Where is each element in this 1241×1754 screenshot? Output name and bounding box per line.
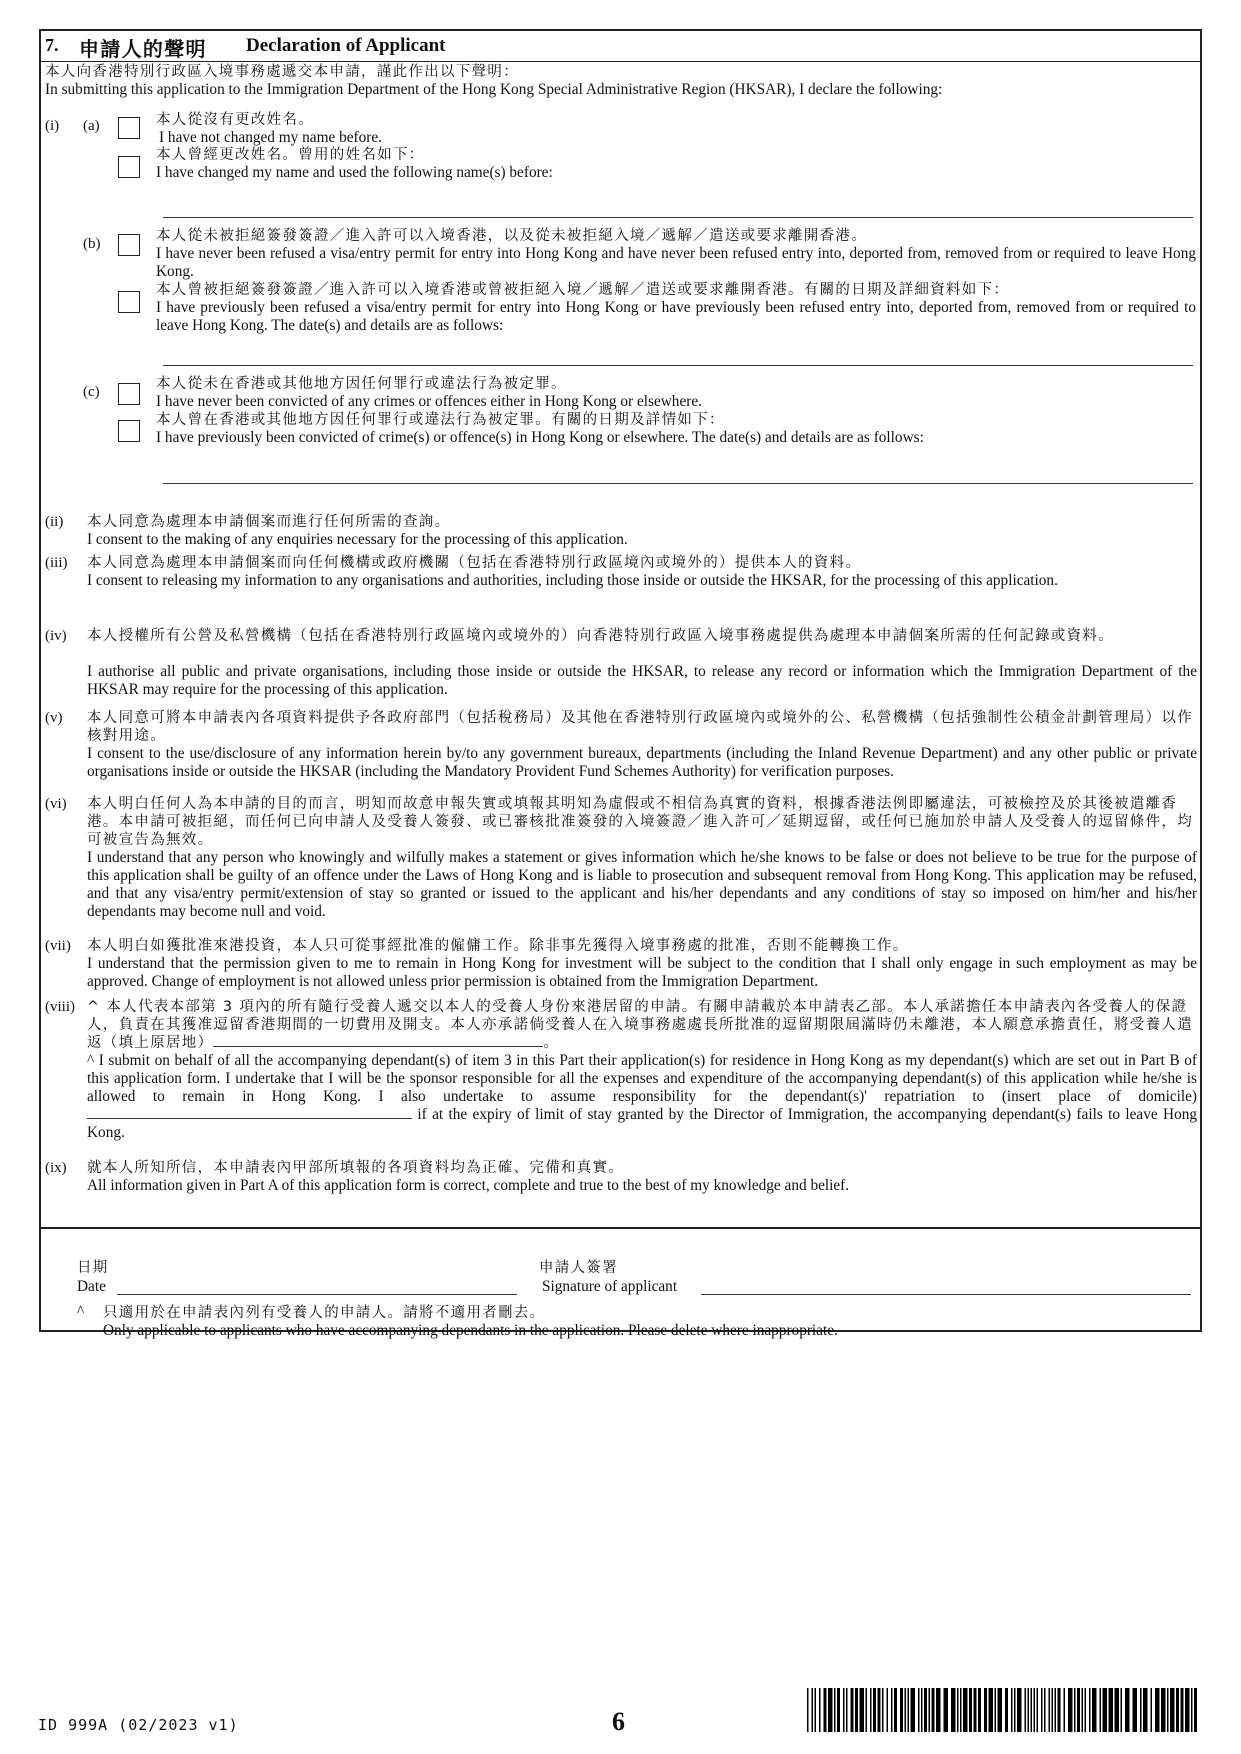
barcode-bar — [1121, 1688, 1123, 1732]
barcode-bar — [894, 1688, 897, 1732]
intro-zh: 本人向香港特別行政區入境事務處遞交本申請，謹此作出以下聲明： — [45, 64, 519, 80]
barcode-bar — [1170, 1688, 1175, 1732]
barcode-bar — [1034, 1688, 1036, 1732]
signature-label-en: Signature of applicant — [542, 1278, 678, 1295]
item-ix-zh: 就本人所知所信，本申請表內甲部所填報的各項資料均為正確、完備和真實。 — [87, 1160, 625, 1176]
date-field[interactable] — [117, 1294, 517, 1295]
barcode-bar — [1181, 1688, 1184, 1732]
barcode-bar — [929, 1688, 931, 1732]
barcode-bar — [957, 1688, 959, 1732]
domicile-field-zh[interactable] — [213, 1034, 543, 1047]
barcode-bar — [882, 1688, 884, 1732]
barcode-bar — [998, 1688, 1003, 1732]
barcode-bar — [1049, 1688, 1051, 1732]
date-label-zh: 日期 — [77, 1260, 109, 1276]
barcode-bar — [851, 1688, 854, 1732]
barcode-bar — [843, 1688, 845, 1732]
barcode-bar — [918, 1688, 920, 1732]
item-viii-label: (viii) — [45, 999, 75, 1015]
never-refused-checkbox[interactable] — [118, 234, 140, 256]
barcode-bar — [908, 1688, 910, 1732]
barcode-bar — [1014, 1688, 1016, 1732]
barcode-bar — [891, 1688, 893, 1732]
barcode-bar — [1074, 1688, 1076, 1732]
barcode-bar — [944, 1688, 949, 1732]
barcode-bar — [824, 1688, 827, 1732]
conviction-details-field[interactable] — [163, 483, 1193, 484]
previously-refused-zh: 本人曾被拒絕簽發簽證／進入許可以入境香港或曾被拒絕入境／遞解／遣送或要求離開香港。有關的日期及詳細資料如下： — [156, 282, 1010, 298]
barcode-bar — [812, 1688, 814, 1732]
page-number: 6 — [612, 1707, 625, 1736]
item-iii-label: (iii) — [45, 555, 68, 571]
item-i-a-label: (a) — [83, 118, 100, 134]
item-vii-zh: 本人明白如獲批准來港投資，本人只可從事經批准的僱傭工作。除非事先獲得入境事務處的批准，否則不能轉換工作。 — [87, 938, 909, 954]
barcode-bar — [974, 1688, 977, 1732]
barcode-bar — [921, 1688, 923, 1732]
signature-label-zh: 申請人簽署 — [539, 1260, 618, 1276]
barcode-bar — [1185, 1688, 1190, 1732]
barcode-bar — [834, 1688, 836, 1732]
barcode-bar — [932, 1688, 935, 1732]
barcode-bar — [1167, 1688, 1169, 1732]
barcode-bar — [924, 1688, 927, 1732]
barcode-bar — [870, 1688, 872, 1732]
item-viii-en: ^ I submit on behalf of all the accompanying dependant(s) of item 3 in this Part their application(s) for residence in Hong Kong as my dependant(s) which are set out in Part B of this application form. I undertake that I will be the sponsor responsible for all the expenses and expenditure of the accompanying dependant(s) of this application while he/she is allowed to remain in Hong Kong. I also undertake to assume responsibility for the dependant(s)' repatriation to (insert place of domicile) if at the expiry of limit of stay granted by the Director of Immigration, the accompanying dependant(s) fails to leave Hong Kong. — [87, 1052, 1198, 1141]
barcode-bar — [1085, 1688, 1087, 1732]
item-vii-en: I understand that the permission given to me to remain in Hong Kong for investment will be subject to the condition that I shall only engage in such employment as may be approved. Change of employment is not allowed unless prior permission is obtained from the Immigration Department. — [87, 955, 1197, 990]
barcode-bar — [963, 1688, 968, 1732]
note-en: Only applicable to applicants who have accompanying dependants in the application. Please delete where inappropriate. — [103, 1322, 838, 1339]
intro-en: In submitting this application to the Immigration Department of the Hong Kong Special Administrative Region (HKSAR), I declare the following: — [45, 81, 943, 98]
never-convicted-zh: 本人從未在香港或其他地方因任何罪行或違法行為被定罪。 — [156, 376, 567, 392]
previously-convicted-zh: 本人曾在香港或其他地方因任何罪行或違法行為被定罪。有關的日期及詳情如下： — [156, 412, 725, 428]
item-iv-label: (iv) — [45, 628, 67, 644]
barcode-bar — [978, 1688, 981, 1732]
refusal-details-field[interactable] — [163, 365, 1193, 366]
item-ix-en: All information given in Part A of this application form is correct, complete and true to the best of my knowledge and belief. — [87, 1177, 850, 1194]
item-i-c-label: (c) — [83, 384, 100, 400]
barcode-bar — [873, 1688, 876, 1732]
barcode-bar — [900, 1688, 903, 1732]
item-i-label: (i) — [45, 118, 60, 134]
barcode-bar — [860, 1688, 865, 1732]
signature-divider — [41, 1227, 1200, 1229]
barcode-bar — [1055, 1688, 1057, 1732]
barcode-bar — [1194, 1688, 1197, 1732]
barcode-bar — [1100, 1688, 1102, 1732]
barcode-bar — [1082, 1688, 1084, 1732]
barcode-bar — [1017, 1688, 1022, 1732]
barcode-bar — [819, 1688, 821, 1732]
barcode-bar — [815, 1688, 817, 1732]
item-viii-zh: ^ 本人代表本部第 3 項內的所有隨行受養人遞交以本人的受養人身份來港居留的申請。有關申請載於本申請表乙部。本人承諾擔任本申請表內各受養人的保證人，負責在其獲准逗留香港期間的一切費用及開支。本人亦承諾倘受養人在入境事務處處長所批准的逗留期限屆滿時仍未離港，本人願意承擔責任，將受養人遣返（填上原居地） 。 — [87, 999, 1193, 1051]
name-changed-checkbox[interactable] — [118, 156, 140, 178]
barcode-bar — [1133, 1688, 1138, 1732]
section-header — [41, 31, 1200, 62]
barcode-bar — [911, 1688, 916, 1732]
item-v-zh: 本人同意可將本申請表內各項資料提供予各政府部門（包括稅務局）及其他在香港特別行政區境內或境外的公、私營機構（包括強制性公積金計劃管理局）以作核對用途。 — [87, 710, 1193, 744]
barcode-bar — [866, 1688, 868, 1732]
never-convicted-checkbox[interactable] — [118, 383, 140, 405]
barcode-bar — [936, 1688, 941, 1732]
item-ii-en: I consent to the making of any enquiries necessary for the processing of this application. — [87, 531, 628, 548]
name-changed-zh: 本人曾經更改姓名。曾用的姓名如下： — [156, 147, 425, 163]
barcode-bar — [969, 1688, 972, 1732]
barcode-bar — [1052, 1688, 1054, 1732]
barcode-bar — [1028, 1688, 1030, 1732]
item-ii-label: (ii) — [45, 514, 64, 530]
barcode-bar — [1064, 1688, 1066, 1732]
barcode — [807, 1688, 1199, 1732]
barcode-bar — [855, 1688, 858, 1732]
item-vi-zh: 本人明白任何人為本申請的目的而言，明知而故意申報失實或填報其明知為虛假或不相信為真實的資料，根據香港法例即屬違法，可被檢控及於其後被遣離香港。本申請可被拒絕，而任何已向申請人及受養人簽發、或已審核批准簽發的入境簽證／進入許可／延期逗留，或任何已施加於申請人及受養人的逗留條件，均可被宣告為無效。 — [87, 796, 1193, 848]
note-zh: 只適用於在申請表內列有受養人的申請人。請將不適用者刪去。 — [103, 1305, 546, 1321]
section-title-zh: 申請人的聲明 — [79, 37, 207, 61]
item-ii-zh: 本人同意為處理本申請個案而進行任何所需的查詢。 — [87, 514, 451, 530]
barcode-bar — [984, 1688, 987, 1732]
barcode-bar — [1005, 1688, 1008, 1732]
never-refused-en: I have never been refused a visa/entry permit for entry into Hong Kong and have never been refused entry into, deported from, removed from or required to leave Hong Kong. — [156, 245, 1196, 280]
previously-refused-checkbox[interactable] — [118, 291, 140, 313]
item-vi-label: (vi) — [45, 796, 67, 812]
item-iii-en: I consent to releasing my information to any organisations and authorities, including those inside or outside the HKSAR, for the processing of this application. — [87, 572, 1058, 589]
barcode-bar — [828, 1688, 833, 1732]
barcode-bar — [878, 1688, 881, 1732]
barcode-bar — [1092, 1688, 1097, 1732]
barcode-bar — [807, 1688, 809, 1732]
barcode-bar — [905, 1688, 907, 1732]
previously-convicted-en: I have previously been convicted of crime(s) or offence(s) in Hong Kong or elsewhere. The date(s) and details are as follows: — [156, 429, 924, 446]
domicile-field-en[interactable] — [87, 1106, 412, 1119]
barcode-bar — [1011, 1688, 1013, 1732]
barcode-bar — [960, 1688, 962, 1732]
barcode-bar — [1044, 1688, 1046, 1732]
form-code: ID 999A (02/2023 v1) — [38, 1716, 239, 1734]
barcode-bar — [1115, 1688, 1120, 1732]
barcode-bar — [1068, 1688, 1073, 1732]
item-i-b-label: (b) — [83, 236, 101, 252]
item-iv-zh: 本人授權所有公營及私營機構（包括在香港特別行政區境內或境外的）向香港特別行政區入境事務處提供為處理本申請個案所需的任何記錄或資料。 — [87, 628, 1114, 644]
barcode-bar — [1161, 1688, 1166, 1732]
barcode-bar — [1041, 1688, 1043, 1732]
name-unchanged-zh: 本人從沒有更改姓名。 — [156, 112, 314, 128]
item-iv-en: I authorise all public and private organisations, including those inside or outside the HKSAR, to release any record or information which the Immigration Department of the HKSAR may require for the processing of this application. — [87, 663, 1197, 698]
name-unchanged-en: I have not changed my name before. — [159, 129, 382, 146]
barcode-bar — [1109, 1688, 1114, 1732]
barcode-bar — [1103, 1688, 1108, 1732]
barcode-bar — [1155, 1688, 1160, 1732]
signature-field[interactable] — [701, 1294, 1191, 1295]
item-v-label: (v) — [45, 710, 63, 726]
barcode-bar — [1025, 1688, 1027, 1732]
previously-refused-en: I have previously been refused a visa/entry permit for entry into Hong Kong or have previously been refused entry into, deported from, removed from or required to leave Hong Kong. The date(s) and details are as follows: — [156, 299, 1196, 334]
item-iii-zh: 本人同意為處理本申請個案而向任何機構或政府機關（包括在香港特別行政區境內或境外的）提供本人的資料。 — [87, 555, 862, 571]
declaration-section — [39, 29, 1202, 1339]
barcode-bar — [989, 1688, 994, 1732]
barcode-bar — [995, 1688, 997, 1732]
barcode-bar — [1125, 1688, 1130, 1732]
barcode-bar — [846, 1688, 848, 1732]
previously-convicted-checkbox[interactable] — [118, 420, 140, 442]
barcode-bar — [1031, 1688, 1033, 1732]
item-vii-label: (vii) — [45, 938, 71, 954]
barcode-bar — [1077, 1688, 1080, 1732]
note-mark: ^ — [77, 1303, 85, 1320]
barcode-bar — [1140, 1688, 1142, 1732]
item-v-en: I consent to the use/disclosure of any information herein by/to any government bureaux, departments (including the Inland Revenue Department) and any other public or private organisations inside or outside the HKSAR (including the Mandatory Provident Fund Schemes Authority) for verification purposes. — [87, 745, 1197, 780]
name-changed-en: I have changed my name and used the following name(s) before: — [156, 164, 553, 181]
barcode-bar — [1176, 1688, 1179, 1732]
barcode-bar — [1143, 1688, 1148, 1732]
date-label-en: Date — [77, 1278, 106, 1295]
previous-names-field[interactable] — [163, 217, 1193, 218]
barcode-bar — [951, 1688, 956, 1732]
name-unchanged-checkbox[interactable] — [118, 117, 140, 139]
barcode-bar — [1089, 1688, 1091, 1732]
item-ix-label: (ix) — [45, 1160, 67, 1176]
barcode-bar — [1058, 1688, 1061, 1732]
item-vi-en: I understand that any person who knowingly and wilfully makes a statement or gives information which he/she knows to be false or does not believe to be true for the purpose of this application shall be guilty of an offence under the Laws of Hong Kong and is liable to prosecution and subsequent removal from Hong Kong. This application may be refused, and that any visa/entry permit/extension of stay so granted or issued to the applicant and his/her dependants and any conditions of stay so imposed on him/her and his/her dependants may become null and void. — [87, 849, 1197, 920]
never-refused-zh: 本人從未被拒絕簽發簽證／進入許可以入境香港，以及從未被拒絕入境／遞解／遣送或要求離開香港。 — [156, 228, 867, 244]
barcode-bar — [1151, 1688, 1153, 1732]
section-number: 7. — [45, 35, 59, 55]
barcode-bar — [887, 1688, 889, 1732]
never-convicted-en: I have never been convicted of any crimes or offences either in Hong Kong or elsewhere. — [156, 393, 702, 410]
barcode-bar — [1037, 1688, 1039, 1732]
section-title-en: Declaration of Applicant — [246, 35, 446, 56]
barcode-bar — [837, 1688, 840, 1732]
barcode-bar — [1191, 1688, 1193, 1732]
